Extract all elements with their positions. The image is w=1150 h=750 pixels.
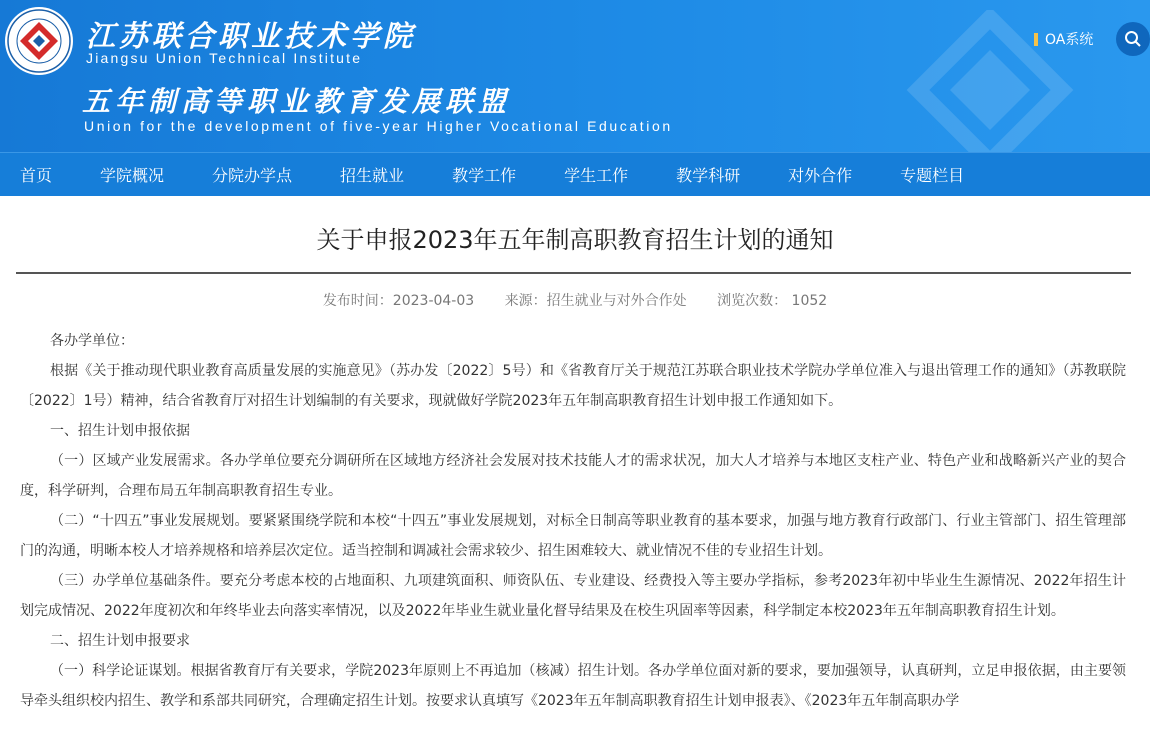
oa-marker xyxy=(1034,33,1038,46)
nav-item-cooperation[interactable]: 对外合作 xyxy=(788,166,853,185)
nav-item-research[interactable]: 教学科研 xyxy=(676,166,741,185)
paragraph: （一）区域产业发展需求。各办学单位要充分调研所在区域地方经济社会发展对技术技能人才的需求状况，加大人才培养与本地区支柱产业、特色产业和战略新兴产业的契合度，科学研判，合理布局五年制高职教育招生专业。 xyxy=(20,453,1126,499)
article-source: 来源：招生就业与对外合作处 xyxy=(504,293,687,309)
title-divider xyxy=(16,272,1131,274)
nav-item-students[interactable]: 学生工作 xyxy=(564,166,629,185)
search-icon xyxy=(1124,30,1142,48)
nav-item-topics[interactable]: 专题栏目 xyxy=(900,166,965,185)
school-name-en: Jiangsu Union Technical Institute xyxy=(86,50,363,66)
nav-item-admissions[interactable]: 招生就业 xyxy=(340,166,405,185)
paragraph: （一）科学论证谋划。根据省教育厅有关要求，学院2023年原则上不再追加（核减）招生计划。各办学单位面对新的要求，要加强领导，认真研判，立足申报依据，由主要领导牵头组织校内招生、教学和系部共同研究，合理确定招生计划。按要求认真填写《2023年五年制高职教育招生计划申报表》、《2023年五年制高职办学 xyxy=(20,663,1126,709)
oa-label: OA系统 xyxy=(1045,32,1094,48)
article-meta xyxy=(0,290,1150,310)
nav-item-about[interactable]: 学院概况 xyxy=(100,166,165,185)
view-count: 浏览次数： 1052 xyxy=(717,293,828,309)
school-name-cn: 江苏联合职业技术学院 xyxy=(86,19,417,53)
section-heading-1: 一、招生计划申报依据 xyxy=(50,423,190,439)
school-logo-icon[interactable] xyxy=(4,6,74,76)
article-body xyxy=(0,310,1150,716)
union-name-cn: 五年制高等职业教育发展联盟 xyxy=(82,85,512,118)
site-header xyxy=(0,0,1150,152)
paragraph: （二）“十四五”事业发展规划。要紧紧围绕学院和本校“十四五”事业发展规划，对标全日制高等职业教育的基本要求，加强与地方教育行政部门、行业主管部门、招生管理部门的沟通，明晰本校人才培养规格和培养层次定位。适当控制和调减社会需求较少、招生困难较大、就业情况不佳的专业招生计划。 xyxy=(20,513,1126,559)
main-nav xyxy=(0,152,1150,196)
search-button[interactable] xyxy=(1116,22,1150,56)
paragraph-salutation: 各办学单位： xyxy=(50,333,134,349)
oa-system-link[interactable] xyxy=(1034,29,1093,49)
nav-item-teaching[interactable]: 教学工作 xyxy=(452,166,517,185)
nav-item-home[interactable]: 首页 xyxy=(20,166,53,185)
paragraph-intro: 根据《关于推动现代职业教育高质量发展的实施意见》（苏办发〔2022〕5号）和《省教育厅关于规范江苏联合职业技术学院办学单位准入与退出管理工作的通知》（苏教联院〔2022〕1号）精神，结合省教育厅对招生计划编制的有关要求，现就做好学院2023年五年制高职教育招生计划申报工作通知如下。 xyxy=(20,363,1126,409)
publish-time: 发布时间：2023-04-03 xyxy=(322,293,475,309)
section-heading-2: 二、招生计划申报要求 xyxy=(50,633,190,649)
article-title: 关于申报2023年五年制高职教育招生计划的通知 xyxy=(316,226,834,254)
nav-item-branches[interactable]: 分院办学点 xyxy=(212,166,293,185)
union-name-en: Union for the development of five-year Higher Vocational Education xyxy=(84,118,673,134)
paragraph: （三）办学单位基础条件。要充分考虑本校的占地面积、九项建筑面积、师资队伍、专业建设、经费投入等主要办学指标，参考2023年初中毕业生生源情况、2022年招生计划完成情况、2022年度初次和年终毕业去向落实率情况，以及2022年毕业生就业量化督导结果及在校生巩固率等因素，科学制定本校2023年五年制高职教育招生计划。 xyxy=(20,573,1126,619)
